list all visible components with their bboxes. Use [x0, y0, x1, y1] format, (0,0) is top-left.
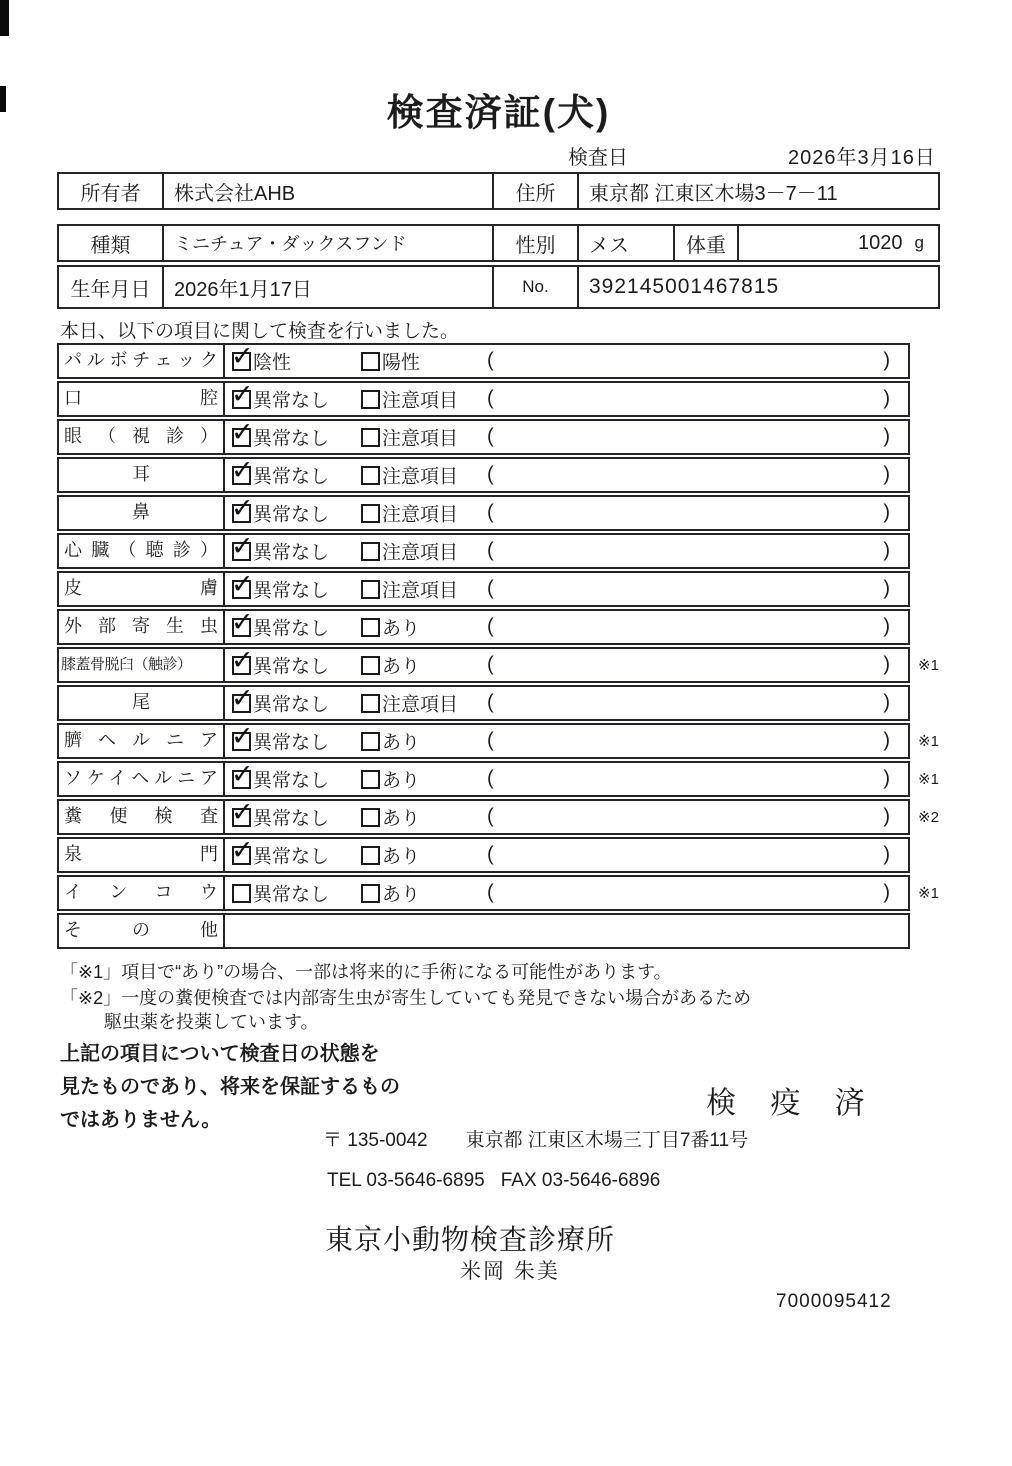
- id-number-value: 392145001467815: [589, 275, 780, 298]
- footnote-ref: ※1: [918, 771, 939, 788]
- paren-open: (: [487, 843, 494, 866]
- address-label: 住所: [494, 174, 579, 208]
- footnote-ref: ※1: [918, 885, 939, 902]
- checkbox-option2[interactable]: [361, 352, 380, 371]
- table-row: [57, 381, 1007, 417]
- paren-close: ): [883, 577, 890, 600]
- checkbox-option2[interactable]: [361, 732, 380, 751]
- checkbox-option1[interactable]: [232, 846, 251, 865]
- fax-number: FAX 03-5646-6896: [500, 1170, 661, 1191]
- paren-close: ): [883, 653, 890, 676]
- footnote-1: 「※1」項目で“あり”の場合、一部は将来的に手術になる可能性があります。: [60, 962, 672, 982]
- paren-open: (: [487, 729, 494, 752]
- option2-label: 注意項目: [382, 390, 459, 412]
- table-row: [57, 799, 1007, 835]
- option1-label: 異常なし: [253, 770, 330, 792]
- checkbox-option1[interactable]: [232, 656, 251, 675]
- option2-label: 注意項目: [382, 580, 459, 602]
- checkbox-option2[interactable]: [361, 884, 380, 903]
- checkbox-option2[interactable]: [361, 808, 380, 827]
- checkbox-option1[interactable]: [232, 390, 251, 409]
- table-row: [57, 495, 1007, 531]
- table-row: [57, 571, 1007, 607]
- exam-item-label: 尾: [59, 687, 225, 719]
- exam-item-label: ソケイヘルニア: [59, 763, 225, 795]
- option1-label: 異常なし: [253, 694, 330, 716]
- paren-open: (: [487, 881, 494, 904]
- option2-label: あり: [382, 618, 421, 640]
- option1-label: 異常なし: [253, 618, 330, 640]
- quarantine-stamp: 検 疫 済: [706, 1087, 878, 1120]
- paren-open: (: [487, 463, 494, 486]
- owner-table: [57, 172, 940, 210]
- table-row-other: [57, 913, 1007, 949]
- option2-label: 陽性: [382, 352, 421, 374]
- inspection-date-value: 2026年3月16日: [788, 147, 936, 169]
- exam-item-label: 泉門: [59, 839, 225, 871]
- paren-close: ): [883, 539, 890, 562]
- exam-item-label: 口腔: [59, 383, 225, 415]
- clinic-tel-fax: [327, 1170, 660, 1192]
- serial-number: 7000095412: [776, 1291, 892, 1312]
- checkbox-option1[interactable]: [232, 884, 251, 903]
- breed-value: ミニチュア・ダックスフンド: [164, 226, 494, 260]
- checkbox-option2[interactable]: [361, 580, 380, 599]
- birthdate-value: 2026年1月17日: [164, 267, 494, 307]
- checkbox-option2[interactable]: [361, 770, 380, 789]
- checkbox-option1[interactable]: [232, 618, 251, 637]
- checkbox-option2[interactable]: [361, 390, 380, 409]
- paren-close: ): [883, 387, 890, 410]
- paren-close: ): [883, 463, 890, 486]
- exam-item-label: 膝蓋骨脱臼（触診）: [59, 649, 225, 681]
- footnote-ref: ※1: [918, 733, 939, 750]
- scan-artifact: [0, 86, 6, 112]
- checkbox-option2[interactable]: [361, 694, 380, 713]
- exam-item-label: 糞便検査: [59, 801, 225, 833]
- other-empty-cell: [225, 915, 908, 947]
- paren-open: (: [487, 615, 494, 638]
- checkbox-option2[interactable]: [361, 504, 380, 523]
- owner-value: 株式会社AHB: [164, 174, 494, 208]
- option1-label: 異常なし: [253, 846, 330, 868]
- checkbox-option1[interactable]: [232, 732, 251, 751]
- paren-close: ): [883, 767, 890, 790]
- table-row: [57, 457, 1007, 493]
- option2-label: あり: [382, 846, 421, 868]
- option1-label: 異常なし: [253, 504, 330, 526]
- postal-code: 〒 135-0042: [323, 1130, 428, 1151]
- checkbox-option2[interactable]: [361, 846, 380, 865]
- paren-close: ): [883, 425, 890, 448]
- checkbox-option1[interactable]: [232, 580, 251, 599]
- paren-open: (: [487, 387, 494, 410]
- option2-label: 注意項目: [382, 466, 459, 488]
- option1-label: 異常なし: [253, 732, 330, 754]
- checkbox-option1[interactable]: [232, 770, 251, 789]
- paren-close: ): [883, 691, 890, 714]
- option2-label: あり: [382, 808, 421, 830]
- intro-text: 本日、以下の項目に関して検査を行いました。: [60, 321, 460, 342]
- exam-item-label: 皮膚: [59, 573, 225, 605]
- paren-open: (: [487, 425, 494, 448]
- footnote-ref: ※2: [918, 809, 939, 826]
- table-row: [57, 723, 1007, 759]
- option1-label: 異常なし: [253, 542, 330, 564]
- weight-label: 体重: [675, 226, 739, 260]
- exam-item-label: 鼻: [59, 497, 225, 529]
- option2-label: あり: [382, 884, 421, 906]
- checkbox-option1[interactable]: [232, 808, 251, 827]
- option2-label: 注意項目: [382, 504, 459, 526]
- page-title: 検査済証(犬): [386, 92, 611, 133]
- option1-label: 異常なし: [253, 808, 330, 830]
- option1-label: 異常なし: [253, 390, 330, 412]
- weight-unit: g: [914, 233, 924, 252]
- paren-close: ): [883, 805, 890, 828]
- exam-item-label: 外部寄生虫: [59, 611, 225, 643]
- paren-open: (: [487, 539, 494, 562]
- checkbox-option1[interactable]: [232, 352, 251, 371]
- table-row: [57, 609, 1007, 645]
- option2-label: 注意項目: [382, 542, 459, 564]
- sex-value: メス: [579, 226, 675, 260]
- paren-close: ): [883, 881, 890, 904]
- table-row: [57, 875, 1007, 911]
- option2-label: 注意項目: [382, 428, 459, 450]
- option1-label: 異常なし: [253, 580, 330, 602]
- footnote-2: 「※2」一度の糞便検査では内部寄生虫が寄生していても発見できない場合があるため: [60, 988, 752, 1008]
- disclaimer-line: 見たものであり、将来を保証するもの: [60, 1076, 400, 1098]
- checkbox-option2[interactable]: [361, 618, 380, 637]
- footnote-2-continued: 駆虫薬を投薬しています。: [104, 1012, 319, 1032]
- weight-value: [739, 226, 938, 260]
- paren-close: ): [883, 615, 890, 638]
- paren-open: (: [487, 349, 494, 372]
- option1-label: 異常なし: [253, 884, 330, 906]
- examiner-name: 米岡 朱美: [460, 1260, 560, 1283]
- disclaimer-line: 上記の項目について検査日の状態を: [60, 1043, 380, 1065]
- checkbox-option1[interactable]: [232, 428, 251, 447]
- checkbox-option2[interactable]: [361, 656, 380, 675]
- address-value: 東京都 江東区木場3－7－11: [589, 182, 838, 205]
- option2-label: あり: [382, 732, 421, 754]
- paren-close: ): [883, 729, 890, 752]
- paren-close: ): [883, 843, 890, 866]
- paren-open: (: [487, 767, 494, 790]
- weight-number: 1020: [858, 231, 903, 254]
- examination-table: [57, 343, 1007, 951]
- exam-item-label: 心臓（聴診）: [59, 535, 225, 567]
- clinic-postal-address: [323, 1125, 748, 1152]
- checkbox-option2[interactable]: [361, 428, 380, 447]
- disclaimer-text: [60, 1038, 400, 1137]
- table-row: [57, 343, 1007, 379]
- checkbox-option1[interactable]: [232, 504, 251, 523]
- exam-item-label: 眼（視診）: [59, 421, 225, 453]
- option1-label: 異常なし: [253, 466, 330, 488]
- breed-label: 種類: [59, 226, 164, 260]
- checkbox-option1[interactable]: [232, 466, 251, 485]
- option1-label: 異常なし: [253, 656, 330, 678]
- inspection-date-label: 検査日: [568, 147, 628, 169]
- owner-label: 所有者: [59, 174, 164, 208]
- table-row: [57, 685, 1007, 721]
- checkbox-option2[interactable]: [361, 542, 380, 561]
- paren-open: (: [487, 577, 494, 600]
- exam-item-label: パルボチェック: [59, 345, 225, 377]
- option2-label: あり: [382, 656, 421, 678]
- table-row: [57, 761, 1007, 797]
- id-number-label: No.: [494, 267, 579, 307]
- option2-label: あり: [382, 770, 421, 792]
- table-row: [57, 837, 1007, 873]
- checkbox-option1[interactable]: [232, 694, 251, 713]
- table-row: [57, 647, 1007, 683]
- sex-label: 性別: [494, 226, 579, 260]
- checkbox-option2[interactable]: [361, 466, 380, 485]
- checkbox-option1[interactable]: [232, 542, 251, 561]
- paren-open: (: [487, 805, 494, 828]
- exam-item-label: 臍ヘルニア: [59, 725, 225, 757]
- exam-item-label: その他: [59, 915, 225, 947]
- table-row: [57, 419, 1007, 455]
- option1-label: 異常なし: [253, 428, 330, 450]
- clinic-name: 東京小動物検査診療所: [325, 1224, 616, 1255]
- paren-open: (: [487, 653, 494, 676]
- paren-close: ): [883, 501, 890, 524]
- paren-open: (: [487, 691, 494, 714]
- table-row: [57, 533, 1007, 569]
- option1-label: 陰性: [253, 352, 292, 374]
- breed-table: [57, 224, 940, 262]
- scan-artifact: [0, 0, 9, 36]
- birthdate-label: 生年月日: [59, 267, 164, 307]
- exam-item-label: 耳: [59, 459, 225, 491]
- birthdate-table: [57, 265, 940, 309]
- exam-item-label: インコウ: [59, 877, 225, 909]
- clinic-address: 東京都 江東区木場三丁目7番11号: [465, 1130, 749, 1151]
- paren-open: (: [487, 501, 494, 524]
- tel-number: TEL 03-5646-6895: [327, 1170, 485, 1191]
- footnote-ref: ※1: [918, 657, 939, 674]
- paren-close: ): [883, 349, 890, 372]
- disclaimer-line: ではありません。: [60, 1109, 222, 1131]
- option2-label: 注意項目: [382, 694, 459, 716]
